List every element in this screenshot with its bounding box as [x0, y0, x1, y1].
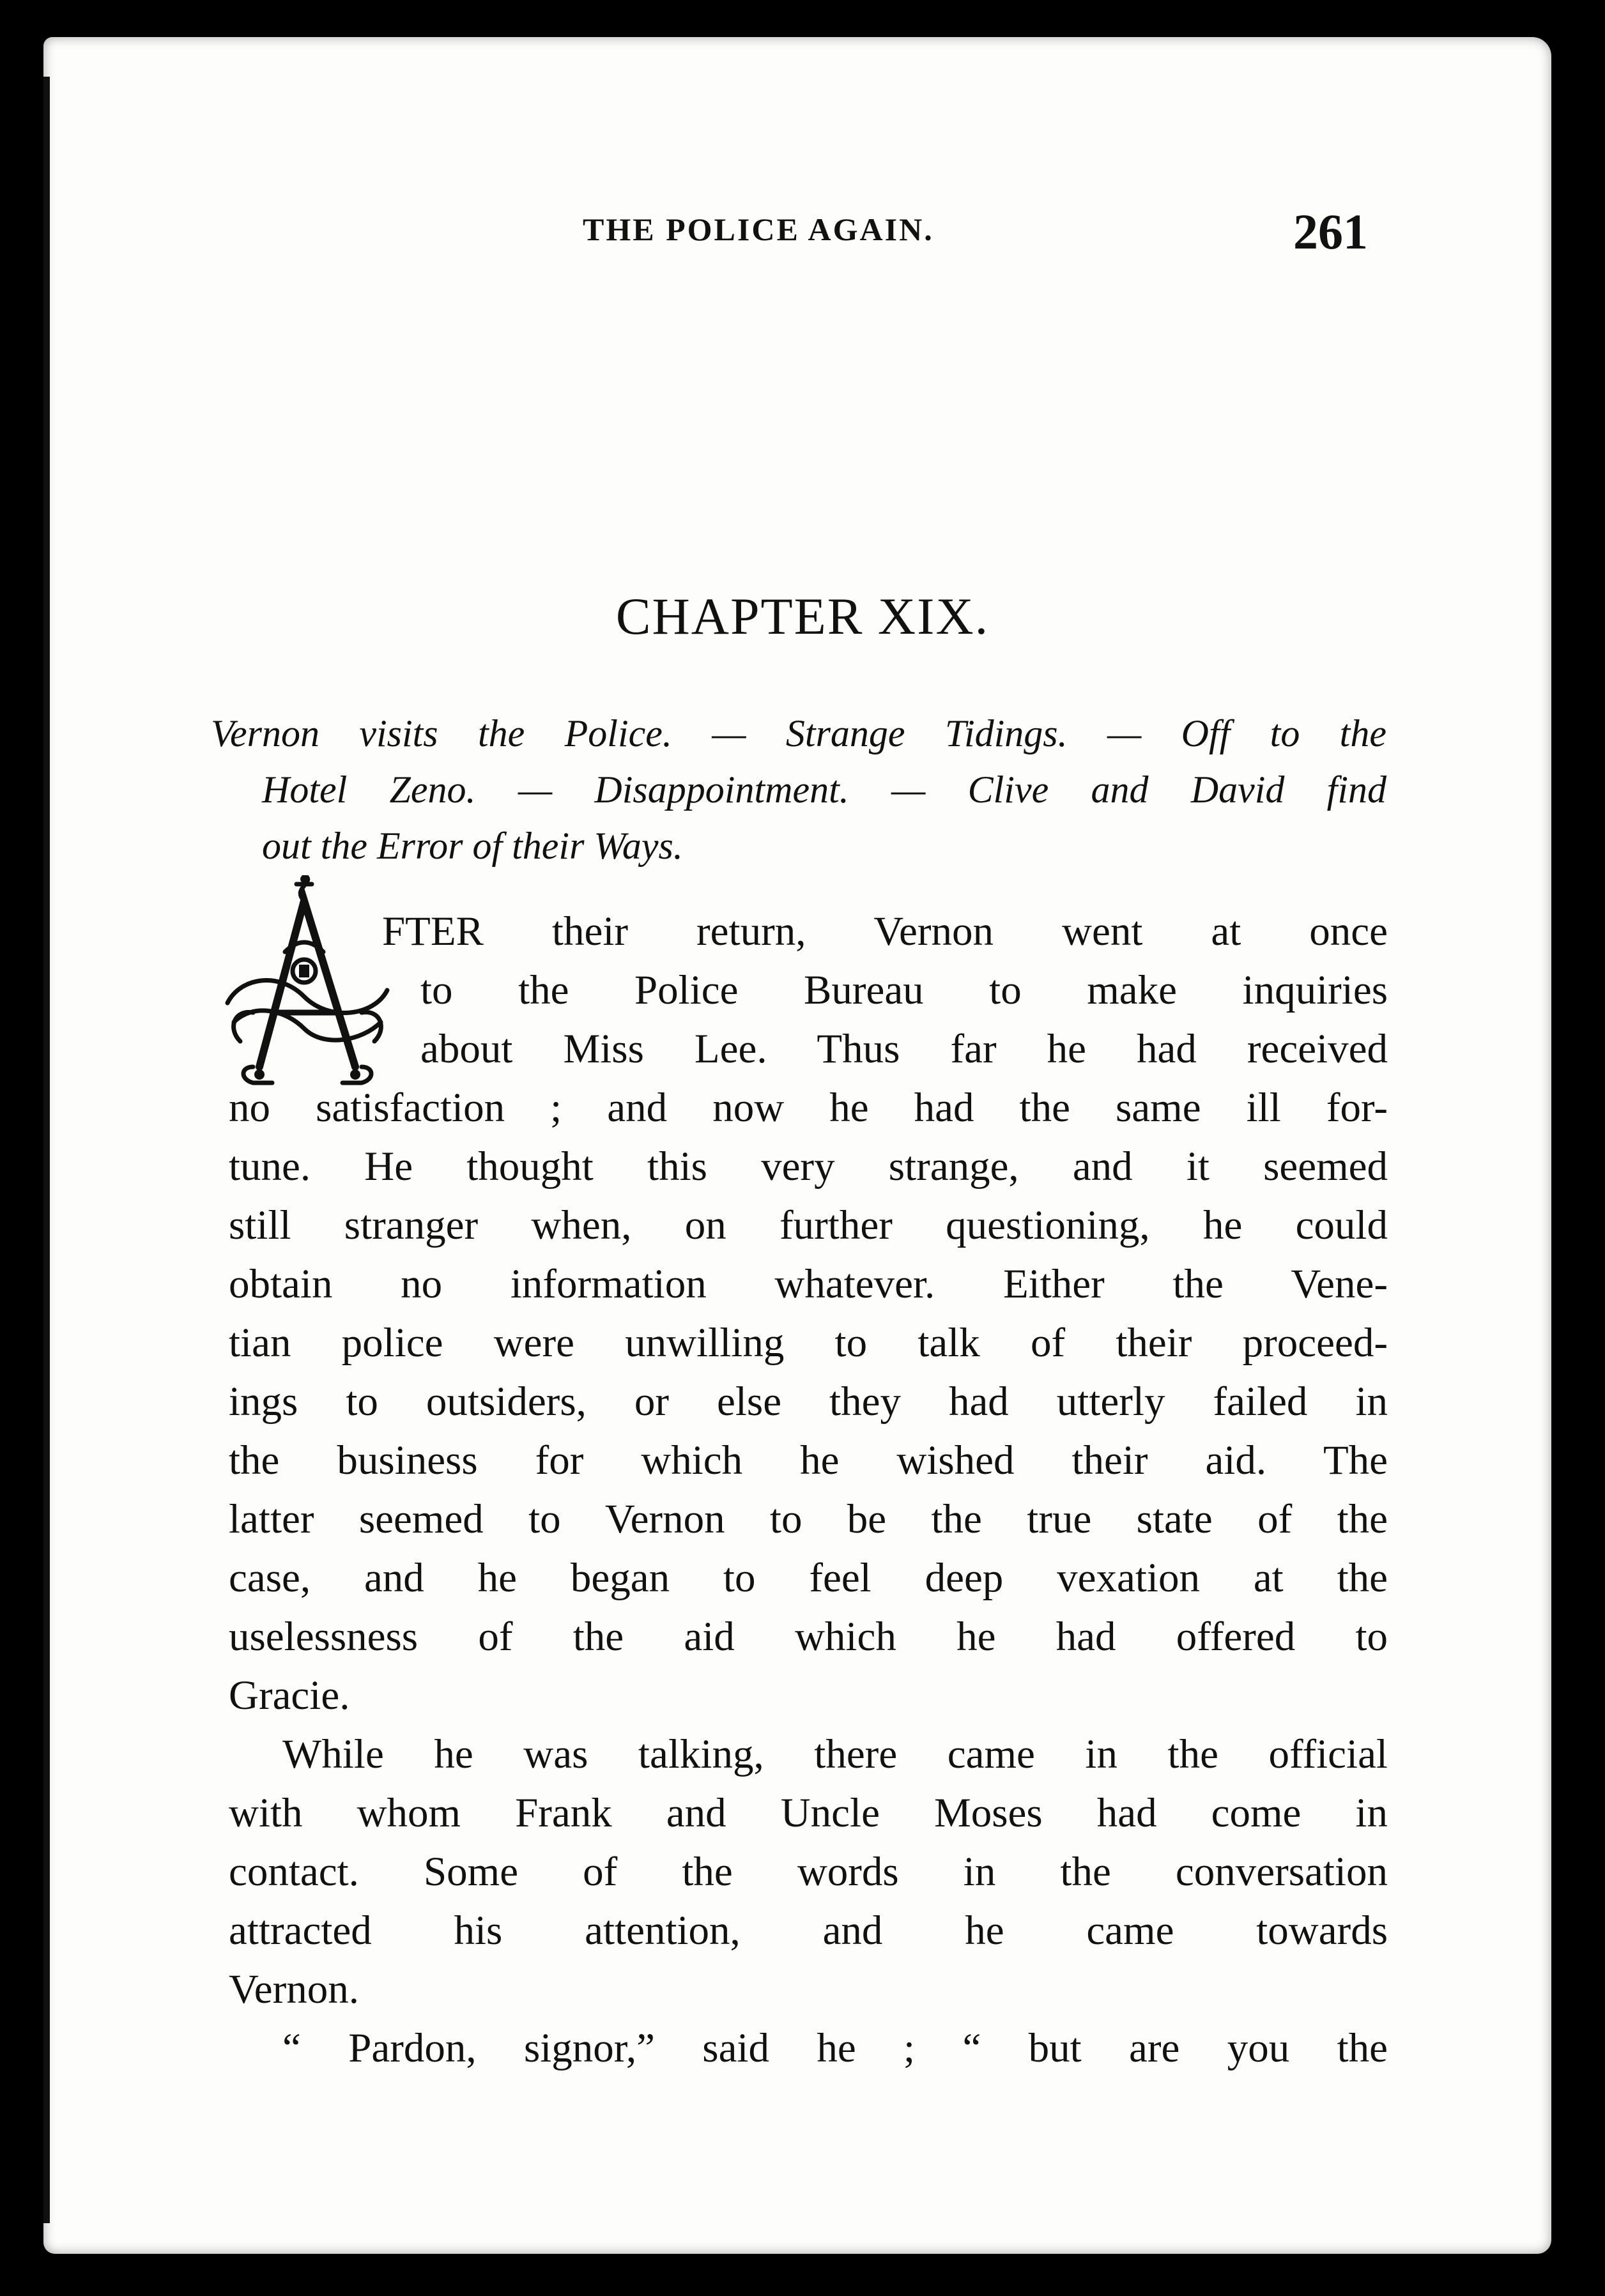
text-line: with whom Frank and Uncle Moses had come in: [229, 1790, 1388, 1836]
text-line: uselessness of the aid which he had offered to: [229, 1614, 1388, 1660]
text-line: Vernon.: [229, 1966, 359, 2012]
text-line: obtain no information whatever. Either the Vene-: [229, 1261, 1388, 1307]
text-line: latter seemed to Vernon to be the true state of the: [229, 1496, 1388, 1542]
text-line: still stranger when, on further questioning, he could: [229, 1202, 1388, 1248]
synopsis-line: out the Error of their Ways.: [262, 825, 683, 867]
text-line: no satisfaction ; and now he had the same ill for-: [229, 1085, 1388, 1131]
chapter-title: CHAPTER XIX.: [615, 587, 990, 645]
synopsis-line: Vernon visits the Police. — Strange Tidings. — Off to the: [211, 712, 1386, 754]
running-head: THE POLICE AGAIN.: [583, 211, 934, 247]
text-line: about Miss Lee. Thus far he had received: [420, 1026, 1388, 1072]
body-text: [229, 902, 1388, 2078]
text-line: tian police were unwilling to talk of their proceed-: [229, 1320, 1388, 1366]
text-line: Gracie.: [229, 1672, 350, 1718]
text-line: case, and he began to feel deep vexation at the: [229, 1555, 1388, 1601]
text-line: ings to outsiders, or else they had utterly failed in: [229, 1379, 1388, 1425]
text-line: tune. He thought this very strange, and it seemed: [229, 1144, 1388, 1190]
text-line: to the Police Bureau to make inquiries: [420, 967, 1388, 1013]
text-line: While he was talking, there came in the official: [282, 1731, 1388, 1777]
page-gutter-shadow: [43, 77, 50, 2223]
text-line: contact. Some of the words in the conversation: [229, 1849, 1388, 1895]
text-line: the business for which he wished their aid. The: [229, 1437, 1388, 1483]
text-line: attracted his attention, and he came towards: [229, 1908, 1388, 1954]
text-line: “ Pardon, signor,” said he ; “ but are you the: [282, 2025, 1388, 2071]
page-number: 261: [1293, 204, 1368, 259]
chapter-synopsis: [211, 705, 1386, 874]
text-line: FTER their return, Vernon went at once: [382, 908, 1388, 954]
synopsis-line: Hotel Zeno. — Disappointment. — Clive and David find: [262, 769, 1386, 811]
